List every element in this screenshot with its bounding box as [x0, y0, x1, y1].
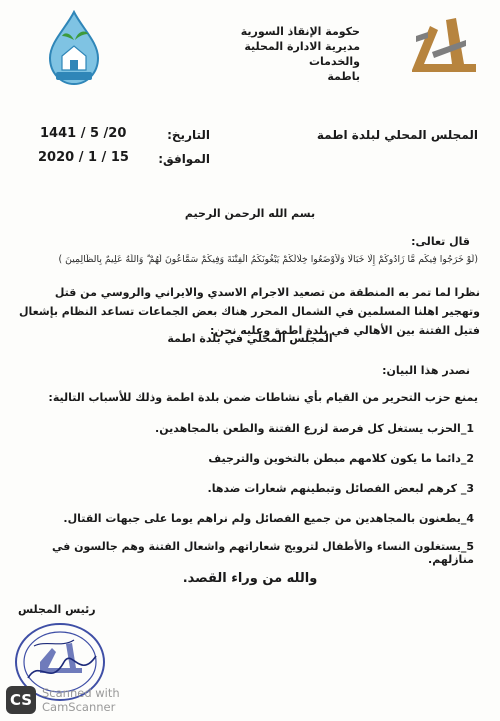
basmala: بسم الله الرحمن الرحيم: [184, 207, 316, 220]
council-logo-icon: [406, 12, 480, 78]
camscanner-logo-icon: CS: [6, 686, 36, 714]
signer-title: رئيس المجلس: [18, 603, 96, 616]
hijri-date: 1441 / 5 /20: [40, 126, 127, 141]
reason-item: 5_يستغلون النساء والأطفال لترويج شعاراتهم واشعال الفتنة وهم جالسون في منازلهم.: [51, 540, 474, 566]
gov-line-3: باطمة: [327, 70, 360, 83]
reason-item: 2_دائما ما يكون كلامهم مبطن بالتخوين والترجيف: [208, 452, 474, 465]
ministry-logo-icon: [44, 10, 104, 86]
gov-line-2: مديرية الادارة المحلية والخدمات: [244, 40, 360, 68]
statement-intro: نصدر هذا البيان:: [382, 364, 470, 377]
watermark-line-2: CamScanner: [42, 700, 116, 714]
reason-item: 4_يطعنون بالمجاهدين من جميع الفصائل ولم نراهم يوما على جبهات القتال.: [63, 512, 474, 525]
gov-line-1: حكومة الإنقاذ السورية: [240, 25, 360, 38]
council-name: المجلس المحلي لبلدة اطمة: [316, 128, 478, 142]
verse-intro: قال تعالى:: [411, 235, 470, 248]
gregorian-date: 2020 / 1 / 15: [38, 150, 129, 165]
quran-verse: (لَوْ خَرَجُوا فِيكُم مَّا زَادُوكُمْ إِلَّا خَبَالًا وَلَأَوْضَعُوا خِلَالَكُمْ يَبْغُونَكُمُ الْفِتْنَةَ وَفِيكُمْ سَمَّاعُونَ لَهُمْ ۗ وَاللَّهُ عَلِيمٌ بِالظَّالِمِينَ ): [58, 254, 478, 265]
closing-line: والله من وراء القصد.: [182, 571, 318, 586]
reason-item: 3_ كرهم لبعض الفصائل وتبطينهم شعارات ضدها.: [207, 482, 474, 495]
government-header: [190, 24, 360, 84]
reason-item: 1_الحزب يستغل كل فرصة لزرع الفتنة والطعن بالمجاهدين.: [155, 422, 474, 435]
scanner-watermark: [42, 686, 120, 714]
ban-statement: يمنع حزب التحرير من القيام بأي نشاطات ضمن بلدة اطمة وذلك للأسباب التالية:: [48, 391, 478, 404]
corresponding-label: الموافق:: [158, 152, 210, 166]
council-center-heading: المجلس المحلي في بلدة اطمة: [167, 332, 333, 345]
intro-paragraph: نظرا لما تمر به المنطقة من تصعيد الاجرام الاسدي والايراني والروسي من قتل وتهجير اهلنا المسلمين في الشمال المحرر هناك بعض الجماعات تساعد النظام بإشعال فتيل الفتنة بين الأهالي في بلدة اطمة وعليه نحن:: [19, 286, 480, 337]
watermark-line-1: Scanned with: [42, 686, 120, 700]
date-label: التاريخ:: [167, 128, 210, 142]
